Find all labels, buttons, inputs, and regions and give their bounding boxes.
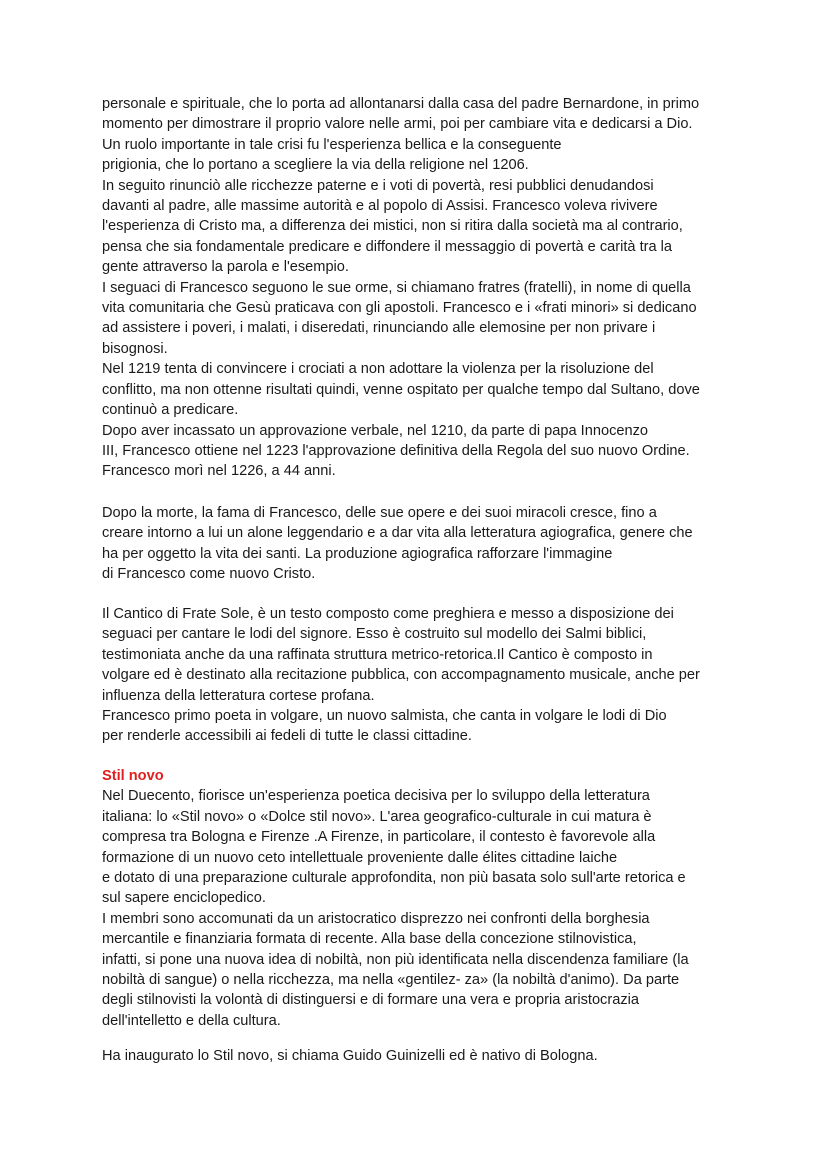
text-line: sul sapere enciclopedico. [102, 890, 266, 907]
text-line: mercantile e finanziaria formata di recente. Alla base della concezione stilnovistica, [102, 931, 637, 948]
text-line: Nel Duecento, fiorisce un'esperienza poetica decisiva per lo sviluppo della letteratura [102, 788, 650, 805]
text-line: degli stilnovisti la volontà di distinguersi e di formare una vera e propria aristocrazia [102, 992, 639, 1009]
text-line: pensa che sia fondamentale predicare e diffondere il messaggio di povertà e carità tra la [102, 238, 673, 255]
text-line: prigionia, che lo portano a scegliere la via della religione nel 1206. [102, 157, 529, 174]
text-line: seguaci per cantare le lodi del signore. Esso è costruito sul modello dei Salmi biblici, [102, 626, 647, 643]
text-line: Un ruolo importante in tale crisi fu l'esperienza bellica e la conseguente [102, 136, 562, 153]
text-line: italiana: lo «Stil novo» o «Dolce stil novo». L'area geografico-culturale in cui matura è [102, 808, 652, 825]
text-line: III, Francesco ottiene nel 1223 l'approvazione definitiva della Regola del suo nuovo Ordine. [102, 442, 690, 459]
text-line: ad assistere i poveri, i malati, i diseredati, rinunciando alle elemosine per non privare i [102, 320, 656, 337]
paragraph-cantico [102, 604, 742, 747]
text-line: l'esperienza di Cristo ma, a differenza dei mistici, non si ritira dalla società ma al contrario, [102, 218, 683, 235]
text-line: Francesco primo poeta in volgare, un nuovo salmista, che canta in volgare le lodi di Dio [102, 708, 667, 725]
text-line: I membri sono accomunati da un aristocratico disprezzo nei confronti della borghesia [102, 910, 650, 927]
text-line: Il Cantico di Frate Sole, è un testo composto come preghiera e messo a disposizione dei [102, 606, 674, 622]
section-heading: Stil novo [102, 768, 164, 784]
text-line: gente attraverso la parola e l'esempio. [102, 259, 349, 276]
text-line: e dotato di una preparazione culturale approfondita, non più basata solo sull'arte retorica e [102, 870, 686, 887]
text-line: creare intorno a lui un alone leggendario e a dar vita alla letteratura agiografica, genere che [102, 525, 693, 542]
text-line: continuò a predicare. [102, 402, 239, 419]
text-line: personale e spirituale, che lo porta ad allontanarsi dalla casa del padre Bernardone, in primo [102, 96, 700, 112]
text-line: per renderle accessibili ai fedeli di tutte le classi cittadine. [102, 728, 472, 745]
text-line: vita comunitaria che Gesù praticava con gli apostoli. Francesco e i «frati minori» si dedicano [102, 300, 697, 317]
text-line: volgare ed è destinato alla recitazione pubblica, con accompagnamento musicale, anche per [102, 667, 700, 684]
paragraph-francesco-life [102, 94, 742, 482]
text-line: Ha inaugurato lo Stil novo, si chiama Guido Guinizelli ed è nativo di Bologna. [102, 1048, 598, 1064]
text-line: infatti, si pone una nuova idea di nobiltà, non più identificata nella discendenza familiare (la [102, 951, 689, 968]
text-line: Francesco morì nel 1226, a 44 anni. [102, 463, 336, 480]
text-line: Dopo la morte, la fama di Francesco, delle sue opere e dei suoi miracoli cresce, fino a [102, 505, 657, 521]
text-line: I seguaci di Francesco seguono le sue orme, si chiamano fratres (fratelli), in nome di quella [102, 279, 691, 296]
text-line: influenza della letteratura cortese profana. [102, 687, 375, 704]
section-stil-novo [102, 766, 742, 1031]
text-line: conflitto, ma non ottenne risultati quindi, venne ospitato per qualche tempo dal Sultano, dove [102, 381, 700, 398]
text-line: compresa tra Bologna e Firenze .A Firenze, in particolare, il contesto è favorevole alla [102, 829, 656, 846]
paragraph-agiografia [102, 503, 742, 585]
text-line: Nel 1219 tenta di convincere i crociati a non adottare la violenza per la risoluzione del [102, 361, 654, 378]
text-line: testimoniata anche da una raffinata struttura metrico-retorica.Il Cantico è composto in [102, 646, 653, 663]
paragraph-guinizelli [102, 1046, 742, 1066]
text-line: davanti al padre, alle massime autorità e al popolo di Assisi. Francesco voleva rivivere [102, 198, 658, 215]
text-line: In seguito rinunciò alle ricchezze paterne e i voti di povertà, resi pubblici denudandosi [102, 177, 654, 194]
text-line: nobiltà di sangue) o nella ricchezza, ma nella «gentilez- za» (la nobiltà d'animo). Da parte [102, 972, 680, 989]
text-line: formazione di un nuovo ceto intellettuale proveniente dalle élites cittadine laiche [102, 849, 618, 866]
text-line: bisognosi. [102, 340, 168, 357]
text-line: dell'intelletto e della cultura. [102, 1012, 281, 1029]
text-line: Dopo aver incassato un approvazione verbale, nel 1210, da parte di papa Innocenzo [102, 422, 649, 439]
text-line: di Francesco come nuovo Cristo. [102, 566, 316, 583]
text-line: ha per oggetto la vita dei santi. La produzione agiografica rafforzare l'immagine [102, 545, 613, 562]
text-line: momento per dimostrare il proprio valore nelle armi, poi per cambiare vita e dedicarsi a Dio. [102, 116, 693, 133]
